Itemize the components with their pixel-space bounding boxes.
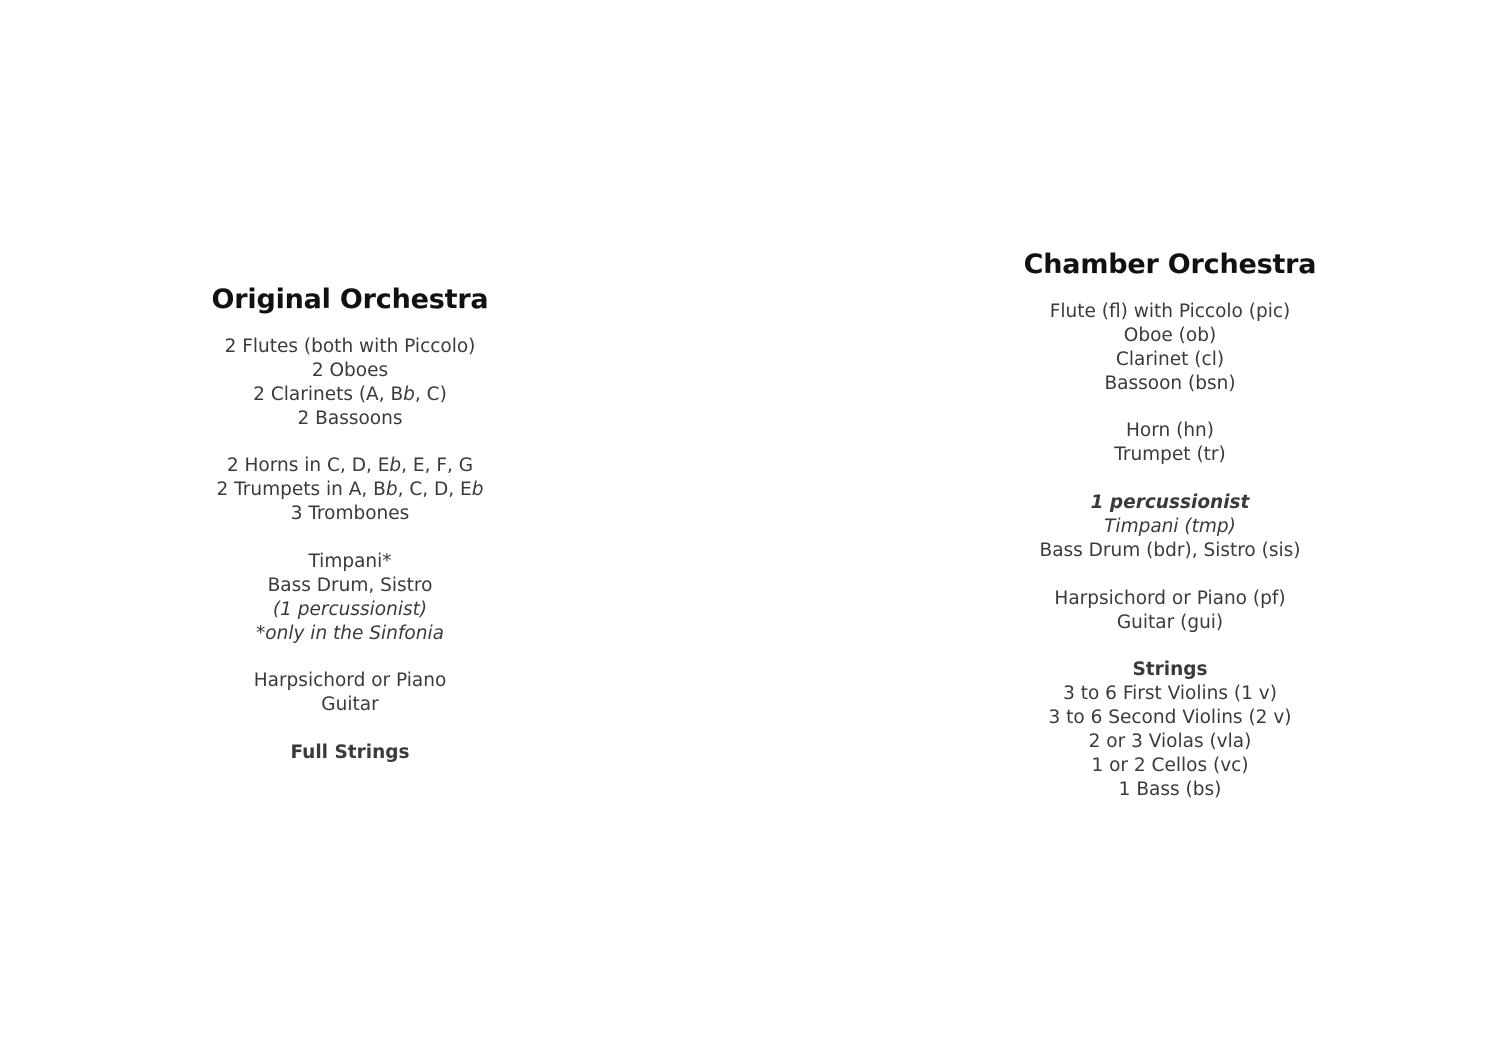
original-orchestra-section	[150, 282, 550, 765]
list-item: Timpani*	[308, 551, 392, 573]
chamber-instrument-list	[970, 300, 1370, 802]
chamber-orchestra-section	[970, 247, 1370, 802]
list-item: 2 Horns in C, D, Eb, E, F, G	[226, 455, 474, 477]
list-item: Bass Drum (bdr), Sistro (sis)	[1039, 539, 1301, 561]
list-item: 1 Bass (bs)	[1118, 778, 1222, 800]
list-item: Guitar	[321, 694, 379, 716]
footnote: *only in the Sinfonia	[256, 622, 444, 644]
list-item: 1 or 2 Cellos (vc)	[1091, 754, 1249, 776]
list-subheading: Strings	[1132, 659, 1208, 681]
list-item: Clarinet (cl)	[1115, 348, 1225, 370]
list-item: Timpani (tmp)	[1104, 516, 1236, 538]
list-item: 2 Trumpets in A, Bb, C, D, Eb	[216, 479, 484, 501]
list-item: 3 Trombones	[290, 503, 410, 525]
list-item: Horn (hn)	[1125, 420, 1214, 442]
list-item: 3 to 6 Second Violins (2 v)	[1048, 707, 1292, 729]
list-item: Full Strings	[290, 742, 410, 764]
list-item: Flute (fl) with Piccolo (pic)	[1049, 301, 1291, 322]
list-item: Bassoon (bsn)	[1104, 372, 1236, 394]
list-item: Oboe (ob)	[1123, 324, 1217, 346]
list-item: Harpsichord or Piano (pf)	[1054, 587, 1286, 609]
list-item: 2 Flutes (both with Piccolo)	[224, 336, 476, 357]
list-item: 3 to 6 First Violins (1 v)	[1063, 683, 1277, 705]
original-instrument-list	[150, 335, 550, 765]
list-item: 2 Bassoons	[297, 407, 403, 429]
list-item: 2 or 3 Violas (vla)	[1088, 731, 1252, 753]
list-item: (1 percussionist)	[272, 598, 428, 620]
chamber-orchestra-title: Chamber Orchestra	[1023, 249, 1317, 280]
list-item: Harpsichord or Piano	[253, 670, 447, 692]
list-item: Trumpet (tr)	[1114, 444, 1226, 466]
list-subheading: 1 percussionist	[1090, 492, 1250, 514]
list-item: Guitar (gui)	[1116, 611, 1224, 633]
list-item: 2 Clarinets (A, Bb, C)	[253, 383, 447, 405]
original-orchestra-title: Original Orchestra	[211, 284, 489, 315]
list-item: 2 Oboes	[311, 359, 389, 381]
list-item: Bass Drum, Sistro	[267, 574, 433, 596]
